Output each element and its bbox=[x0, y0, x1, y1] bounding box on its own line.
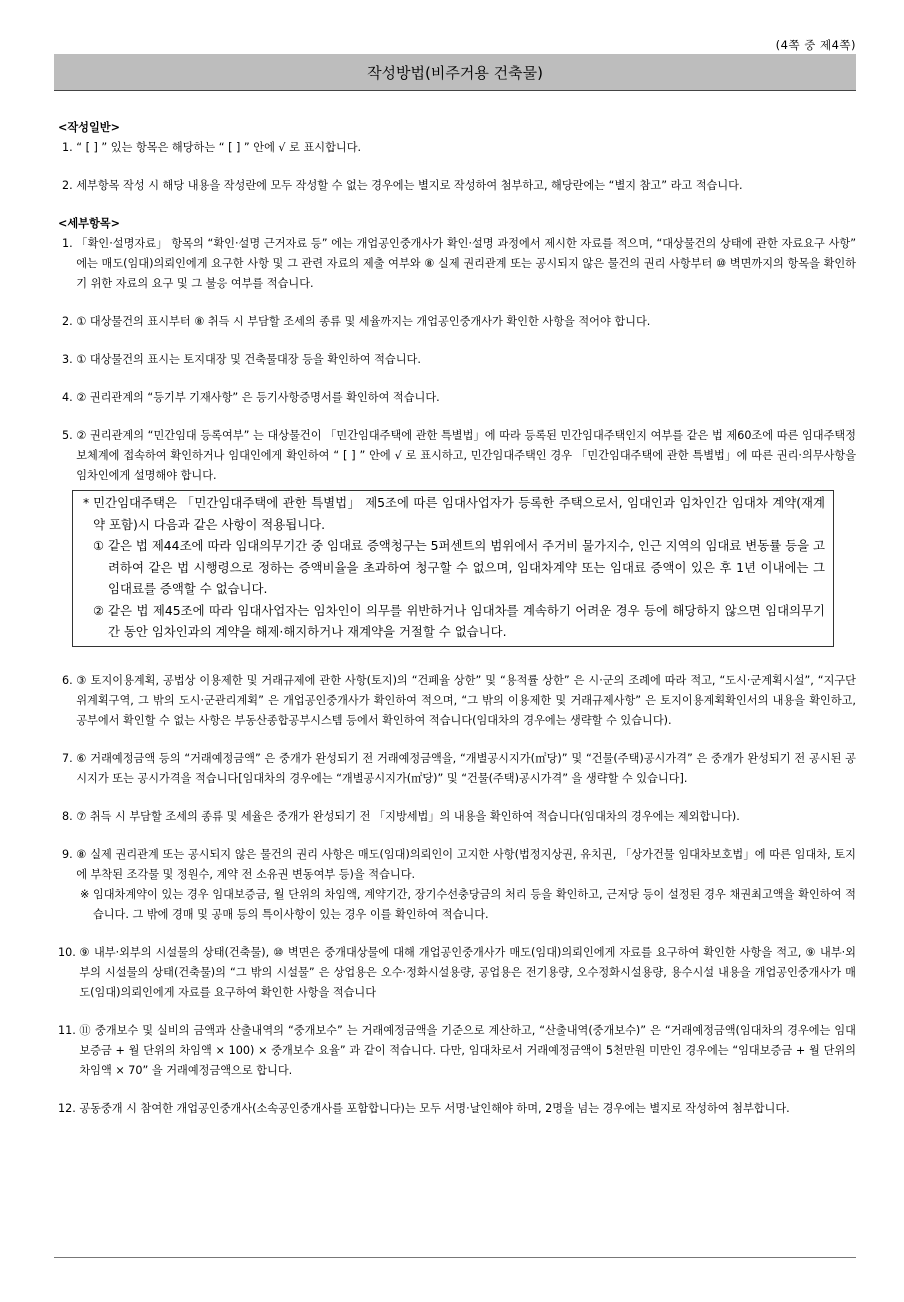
item-number: 5. bbox=[62, 429, 77, 442]
item-text: ① 대상물건의 표시부터 ⑧ 취득 시 부담할 조세의 종류 및 세율까지는 개업공인중개사가 확인한 사항을 적어야 합니다. bbox=[76, 315, 651, 328]
detail-item-1 bbox=[62, 234, 856, 294]
detail-item-9-note bbox=[80, 885, 856, 925]
star-mark: * bbox=[83, 495, 94, 510]
item-text: ① 대상물건의 표시는 토지대장 및 건축물대장 등을 확인하여 적습니다. bbox=[76, 353, 421, 366]
item-text: “ [ ] ” 있는 항목은 해당하는 “ [ ] ” 안에 √ 로 표시합니다. bbox=[76, 141, 362, 154]
general-item-1 bbox=[62, 138, 856, 158]
page-title: 작성방법(비주거용 건축물) bbox=[54, 54, 856, 90]
note-mark: ※ bbox=[80, 887, 93, 901]
item-number: ② bbox=[93, 602, 109, 618]
item-number: 3. bbox=[62, 353, 77, 366]
detail-item-5 bbox=[62, 426, 856, 486]
item-number: 2. bbox=[62, 315, 77, 328]
item-text: ⑪ 중개보수 및 실비의 금액과 산출내역의 “중개보수” 는 거래예정금액을 기준으로 계산하고, “산출내역(중개보수)” 은 “거래예정금액(임대차의 경우에는 임대보증금 + 월 단위의 차임액 × 100) × 중개보수 요율” 과 같이 적습니다. 다만, 임대차로서 거래예정금액이 5천만원 미만인 경우에는 “임대보증금 + 월 단위의 차임액 × 70” 을 거래예정금액으로 합니다. bbox=[79, 1023, 856, 1077]
detail-heading: <세부항목> bbox=[58, 217, 120, 230]
page-number: (4쪽 중 제4쪽) bbox=[775, 38, 856, 52]
detail-item-11 bbox=[58, 1021, 856, 1081]
item-number: 12. bbox=[58, 1101, 80, 1115]
detail-item-12 bbox=[58, 1099, 856, 1119]
detail-item-4 bbox=[62, 388, 856, 408]
detail-item-6 bbox=[62, 671, 856, 731]
document-body bbox=[58, 118, 856, 1119]
item-number: 6. bbox=[62, 673, 77, 687]
item-text: ⑨ 내부·외부의 시설물의 상태(건축물), ⑩ 벽면은 중개대상물에 대해 개업공인중개사가 매도(임대)의뢰인에게 자료를 요구하여 확인한 사항을 적고, ⑨ 내부·외부의 시설물의 상태(건축물)의 “그 밖의 시설물” 은 상업용은 오수·정화시설용량, 공업용은 전기용량, 오수정화시설용량, 용수시설 내용을 개업공인중개사가 매도(임대)의뢰인에게 자료를 요구하여 확인한 사항을 적습니다 bbox=[79, 945, 856, 999]
item-text: 세부항목 작성 시 해당 내용을 작성란에 모두 작성할 수 없는 경우에는 별지로 작성하여 첨부하고, 해당란에는 “별지 참고” 라고 적습니다. bbox=[76, 179, 743, 192]
item-number: 4. bbox=[62, 391, 77, 404]
item-text: ⑥ 거래예정금액 등의 “거래예정금액” 은 중개가 완성되기 전 거래예정금액을, “개별공시지가(㎡당)” 및 “건물(주택)공시가격” 은 중개가 완성되기 전 공시된 공시지가 또는 공시가격을 적습니다[임대차의 경우에는 “개별공시지가(㎡당)” 및 “건물(주택)공시가격” 을 생략할 수 있습니다]. bbox=[76, 751, 856, 785]
notice-intro bbox=[83, 492, 825, 535]
item-number: 1. bbox=[62, 141, 77, 154]
item-text: ③ 토지이용계획, 공법상 이용제한 및 거래규제에 관한 사항(토지)의 “건폐율 상한” 및 “용적률 상한” 은 시·군의 조례에 따라 적고, “도시·군계획시설”, “지구단위계획구역, 그 밖의 도시·군관리계획” 은 개업공인중개사가 확인하여 적으며, “그 밖의 이용제한 및 거래규제사항” 은 토지이용계획확인서의 내용을 확인하고, 공부에서 확인할 수 없는 사항은 부동산종합공부시스템 등에서 확인하여 적습니다(임대차의 경우에는 생략할 수 있습니다). bbox=[76, 673, 856, 727]
item-number: 2. bbox=[62, 179, 77, 192]
notice-sub-text: 같은 법 제44조에 따라 임대의무기간 중 임대료 증액청구는 5퍼센트의 범위에서 주거비 물가지수, 인근 지역의 임대료 변동률 등을 고려하여 같은 법 시행령으로 정하는 증액비율을 초과하여 청구할 수 없으며, 임대차계약 또는 임대료 증액이 있은 후 1년 이내에는 그 임대료를 증액할 수 없습니다. bbox=[108, 538, 825, 596]
notice-intro-text: 민간임대주택은 「민간임대주택에 관한 특별법」 제5조에 따른 임대사업자가 등록한 주택으로서, 임대인과 임차인간 임대차 계약(재계약 포함)시 다음과 같은 사항이 적용됩니다. bbox=[93, 495, 825, 532]
item-text: 「확인·설명자료」 항목의 “확인·설명 근거자료 등” 에는 개업공인중개사가 확인·설명 과정에서 제시한 자료를 적으며, “대상물건의 상태에 관한 자료요구 사항” 에는 매도(임대)의뢰인에게 요구한 사항 및 그 관련 자료의 제출 여부와 ⑧ 실제 권리관계 또는 공시되지 않은 물건의 권리 사항부터 ⑩ 벽면까지의 항목을 확인하기 위한 자료의 요구 및 그 불응 여부를 적습니다. bbox=[76, 237, 856, 290]
detail-item-7 bbox=[62, 749, 856, 789]
detail-item-8 bbox=[62, 807, 856, 827]
item-number: 11. bbox=[58, 1023, 80, 1037]
detail-item-3 bbox=[62, 350, 856, 370]
notice-sub-1 bbox=[93, 535, 825, 600]
item-text: ⑦ 취득 시 부담할 조세의 종류 및 세율은 중개가 완성되기 전 「지방세법」의 내용을 확인하여 적습니다(임대차의 경우에는 제외합니다). bbox=[76, 809, 740, 823]
notice-sub-2 bbox=[93, 600, 825, 643]
general-item-2 bbox=[62, 176, 856, 196]
item-text: 공동중개 시 참여한 개업공인중개사(소속공인중개사를 포함합니다)는 모두 서명·날인해야 하며, 2명을 넘는 경우에는 별지로 작성하여 첨부합니다. bbox=[79, 1101, 790, 1115]
item-number: 9. bbox=[62, 847, 77, 861]
item-number: 1. bbox=[62, 237, 77, 250]
detail-item-2 bbox=[62, 312, 856, 332]
item-number: 10. bbox=[58, 945, 80, 959]
item-number: ① bbox=[93, 538, 109, 553]
notice-sub-text: 같은 법 제45조에 따라 임대사업자는 임차인이 의무를 위반하거나 임대차를 계속하기 어려운 경우 등에 해당하지 않으면 임대의무기간 동안 임차인과의 계약을 해제·해지하거나 재계약을 거절할 수 없습니다. bbox=[108, 602, 825, 639]
private-rental-notice-box bbox=[72, 490, 834, 647]
item-number: 7. bbox=[62, 751, 77, 765]
bottom-divider bbox=[54, 1257, 856, 1258]
detail-item-9 bbox=[62, 845, 856, 885]
item-text: ⑧ 실제 권리관계 또는 공시되지 않은 물건의 권리 사항은 매도(임대)의뢰인이 고지한 사항(법정지상권, 유치권, 「상가건물 임대차보호법」에 따른 임대차, 토지에 부착된 조각물 및 정원수, 계약 전 소유권 변동여부 등)을 적습니다. bbox=[76, 847, 856, 881]
title-divider bbox=[54, 90, 856, 91]
item-text: ② 권리관계의 “민간임대 등록여부” 는 대상물건이 「민간임대주택에 관한 특별법」에 따라 등록된 민간임대주택인지 여부를 같은 법 제60조에 따른 임대주택정보체계에 접속하여 확인하거나 임대인에게 확인하여 “ [ ] ” 안에 √ 로 표시하고, 민간임대주택인 경우 「민간임대주택에 관한 특별법」에 따른 권리·의무사항을 임차인에게 설명해야 합니다. bbox=[76, 429, 856, 482]
detail-item-10 bbox=[58, 943, 856, 1003]
general-heading: <작성일반> bbox=[58, 121, 120, 134]
note-text: 임대차계약이 있는 경우 임대보증금, 월 단위의 차임액, 계약기간, 장기수선충당금의 처리 등을 확인하고, 근저당 등이 설정된 경우 채권최고액을 확인하여 적습니다. 그 밖에 경매 및 공매 등의 특이사항이 있는 경우 이를 확인하여 적습니다. bbox=[92, 887, 856, 921]
item-text: ② 권리관계의 “등기부 기재사항” 은 등기사항증명서를 확인하여 적습니다. bbox=[76, 391, 440, 404]
item-number: 8. bbox=[62, 809, 77, 823]
